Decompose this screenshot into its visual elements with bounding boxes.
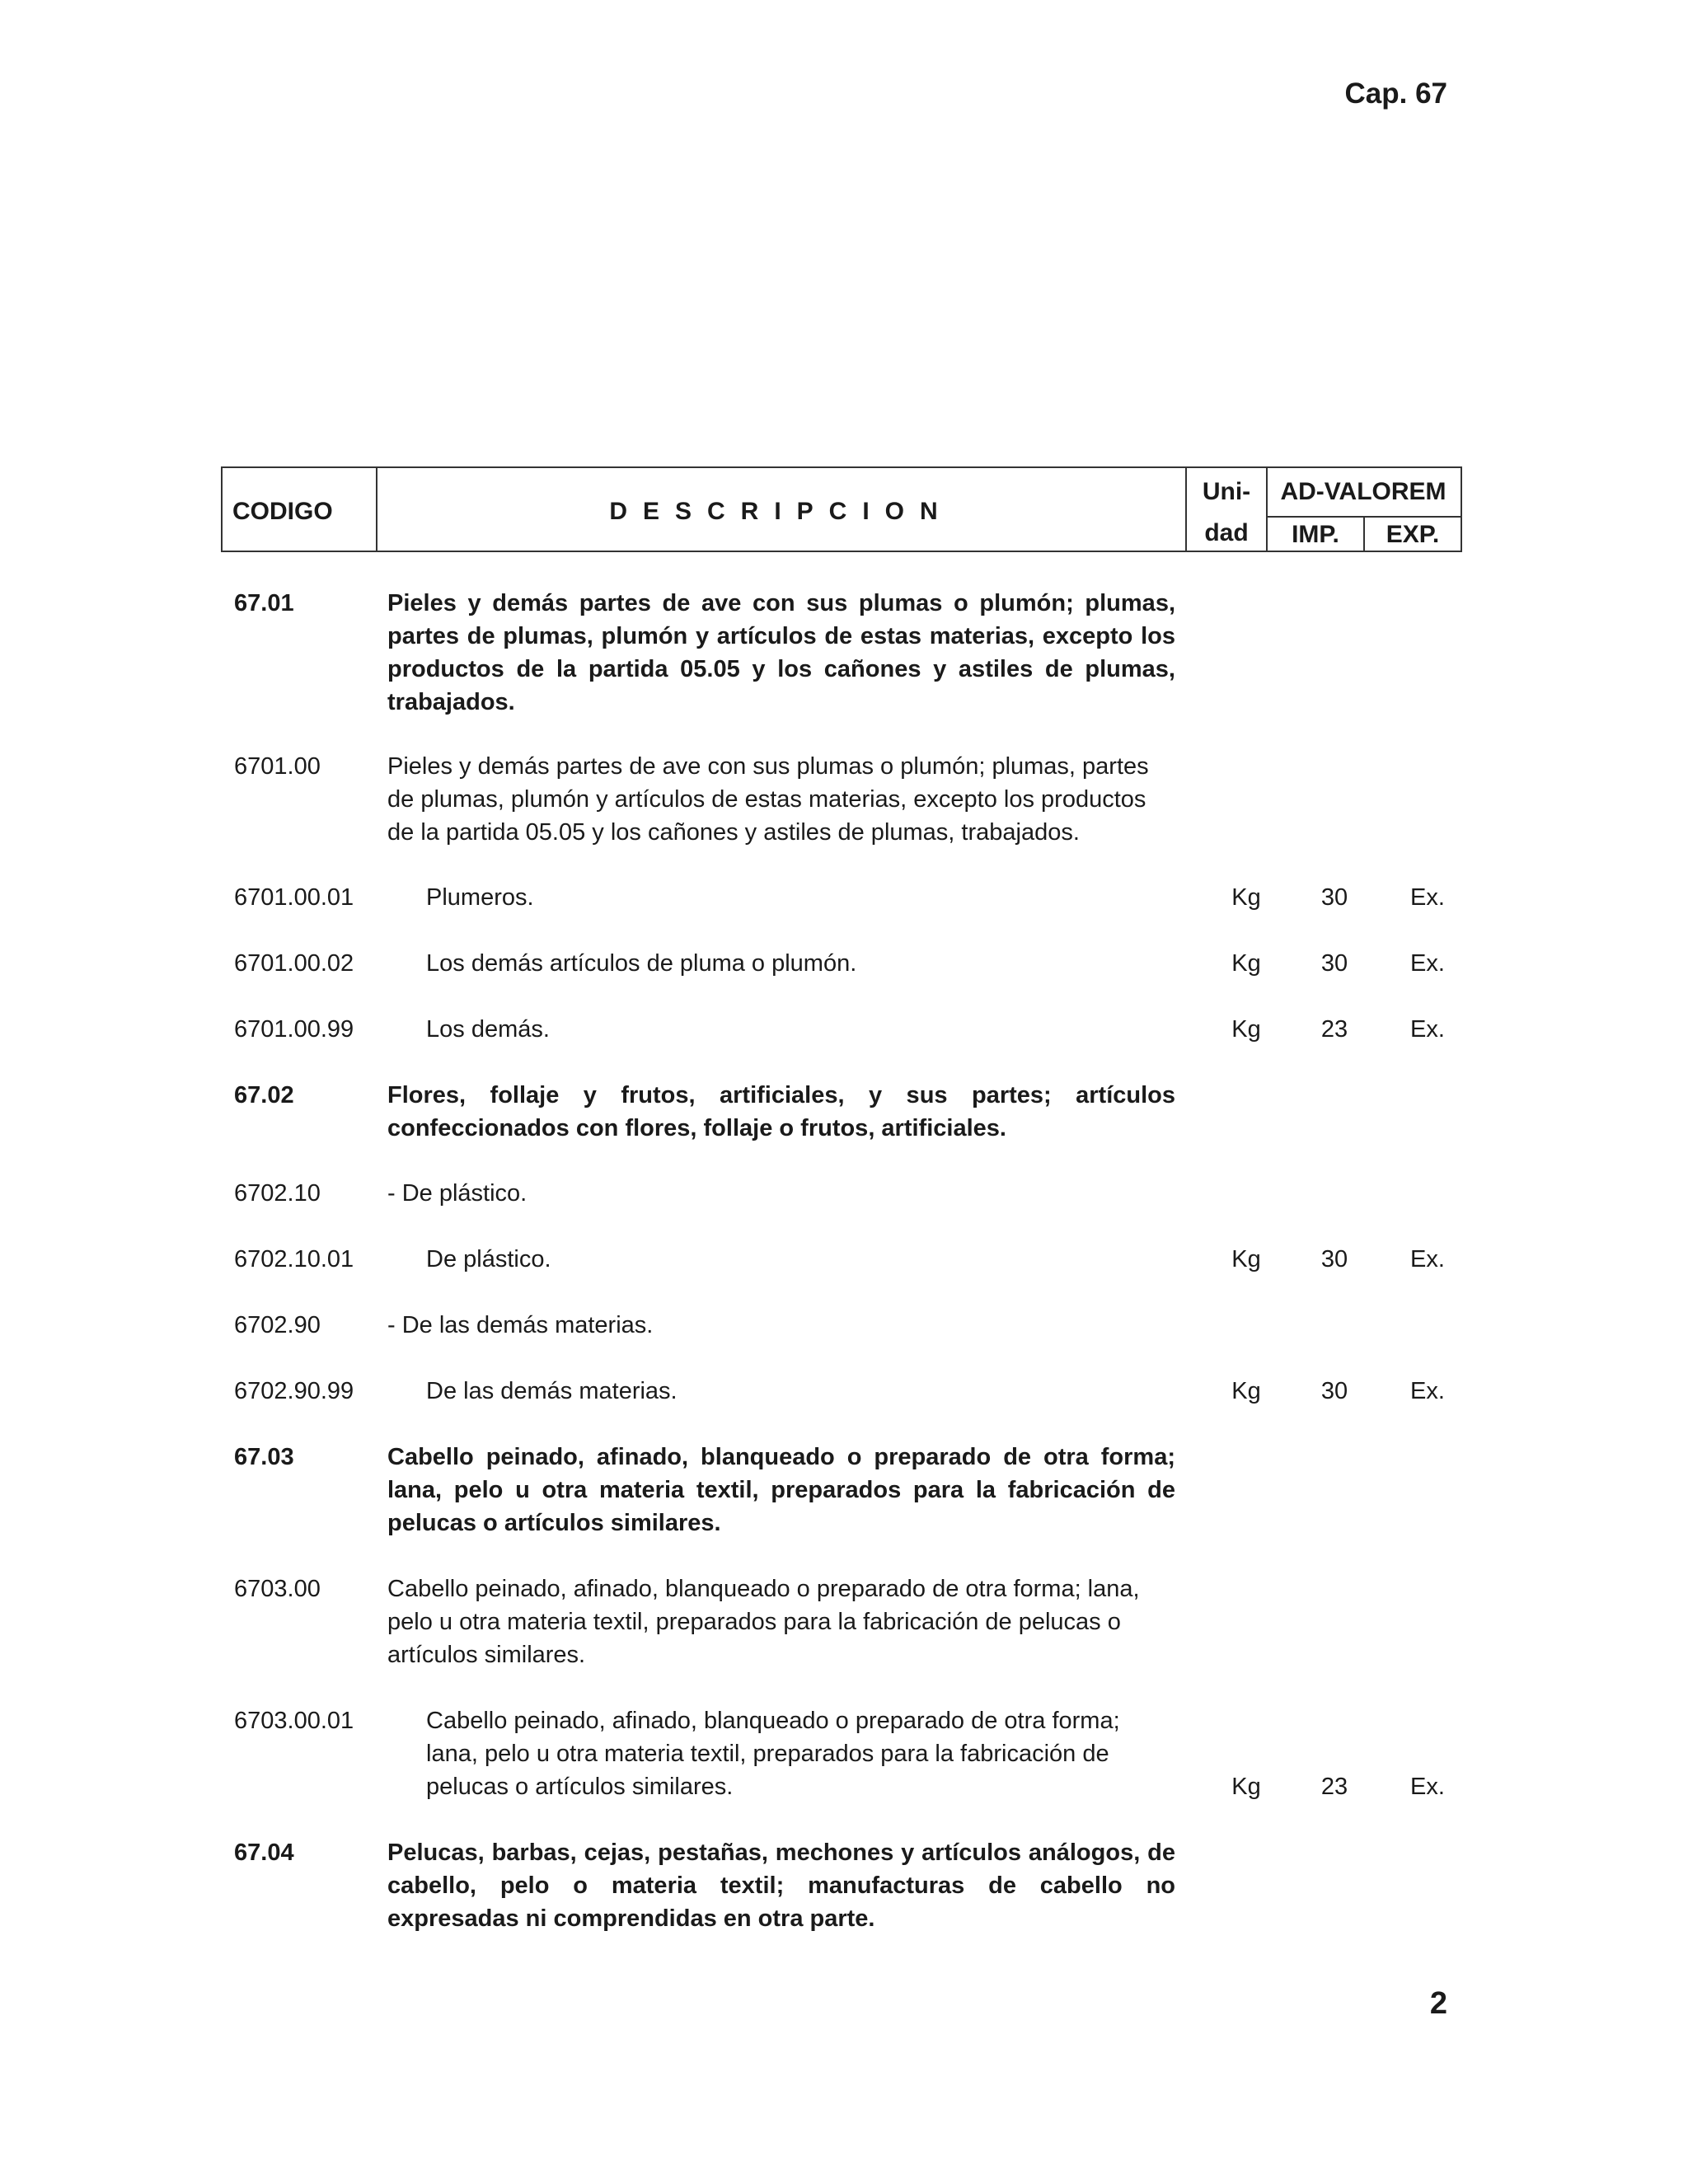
- row-imp: 30: [1320, 1246, 1348, 1272]
- row-imp: 30: [1320, 950, 1348, 977]
- row-unit: Kg: [1231, 950, 1261, 977]
- header-codigo: CODIGO: [223, 468, 377, 551]
- row-description: Pieles y demás partes de ave con sus plumas o plumón; plumas, partes de plumas, plumón y artículos de estas materias, excepto los productos de la partida 05.05 y los cañones y astiles de plumas, trabajados.: [387, 590, 1175, 715]
- row-code: 67.01: [234, 590, 294, 616]
- row-description: Los demás artículos de pluma o plumón.: [426, 950, 857, 977]
- header-exp: EXP.: [1386, 521, 1440, 548]
- row-code: 6701.00: [234, 753, 321, 780]
- row-code: 6701.00.02: [234, 950, 354, 977]
- header-unidad-top: Uni-: [1202, 478, 1251, 505]
- row-description: - De plástico.: [387, 1180, 528, 1207]
- row-code: 6702.10: [234, 1180, 321, 1207]
- row-code: 67.02: [234, 1082, 294, 1108]
- row-description: Pieles y demás partes de ave con sus plumas o plumón; plumas, partes de plumas, plumón y artículos de estas materias, excepto los productos de la partida 05.05 y los cañones y astiles de plumas, trabajados.: [387, 753, 1149, 846]
- row-description: De plástico.: [426, 1246, 551, 1272]
- row-unit: Kg: [1231, 884, 1261, 911]
- row-unit: Kg: [1231, 1378, 1261, 1404]
- row-description: Cabello peinado, afinado, blanqueado o preparado de otra forma; lana, pelo u otra materia textil, preparados para la fabricación de pelucas o artículos similares.: [426, 1708, 1120, 1800]
- row-code: 6702.10.01: [234, 1246, 354, 1272]
- header-unidad-bottom: dad: [1204, 519, 1249, 546]
- row-exp: Ex.: [1410, 1774, 1445, 1800]
- row-code: 67.04: [234, 1840, 294, 1866]
- row-code: 6701.00.01: [234, 884, 354, 911]
- row-code: 6702.90: [234, 1312, 321, 1338]
- row-code: 6702.90.99: [234, 1378, 354, 1404]
- row-description: Los demás.: [426, 1016, 550, 1043]
- row-exp: Ex.: [1410, 1246, 1445, 1272]
- page-number: 2: [1429, 1986, 1447, 2021]
- row-description: Pelucas, barbas, cejas, pestañas, mechones y artículos análogos, de cabello, pelo o materia textil; manufacturas de cabello no expresadas ni comprendidas en otra parte.: [387, 1840, 1175, 1932]
- row-imp: 23: [1320, 1016, 1348, 1043]
- row-imp: 30: [1320, 1378, 1348, 1404]
- row-code: 67.03: [234, 1444, 294, 1470]
- row-code: 6703.00.01: [234, 1708, 354, 1734]
- row-exp: Ex.: [1410, 950, 1445, 977]
- row-description: Plumeros.: [426, 884, 534, 911]
- row-exp: Ex.: [1410, 1378, 1445, 1404]
- header-descripcion: DESCRIPCION: [377, 468, 1187, 551]
- row-unit: Kg: [1231, 1016, 1261, 1043]
- row-description: Flores, follaje y frutos, artificiales, y sus partes; artículos confeccionados con flores, follaje o frutos, artificiales.: [387, 1082, 1175, 1141]
- row-description: Cabello peinado, afinado, blanqueado o preparado de otra forma; lana, pelo u otra materia textil, preparados para la fabricación de pelucas o artículos similares.: [387, 1444, 1175, 1536]
- row-exp: Ex.: [1410, 884, 1445, 911]
- row-description: De las demás materias.: [426, 1378, 678, 1404]
- row-unit: Kg: [1231, 1246, 1261, 1272]
- row-imp: 23: [1320, 1774, 1348, 1800]
- row-imp: 30: [1320, 884, 1348, 911]
- header-ad-valorem: AD-VALOREM: [1266, 468, 1461, 518]
- row-description: - De las demás materias.: [387, 1312, 654, 1338]
- row-unit: Kg: [1231, 1774, 1261, 1800]
- table-header: [221, 466, 1462, 552]
- row-exp: Ex.: [1410, 1016, 1445, 1043]
- row-description: Cabello peinado, afinado, blanqueado o preparado de otra forma; lana, pelo u otra materia textil, preparados para la fabricación de pelucas o artículos similares.: [387, 1576, 1140, 1668]
- row-code: 6703.00: [234, 1576, 321, 1602]
- row-code: 6701.00.99: [234, 1016, 354, 1043]
- header-imp: IMP.: [1266, 518, 1365, 551]
- chapter-label: Cap. 67: [1344, 77, 1447, 110]
